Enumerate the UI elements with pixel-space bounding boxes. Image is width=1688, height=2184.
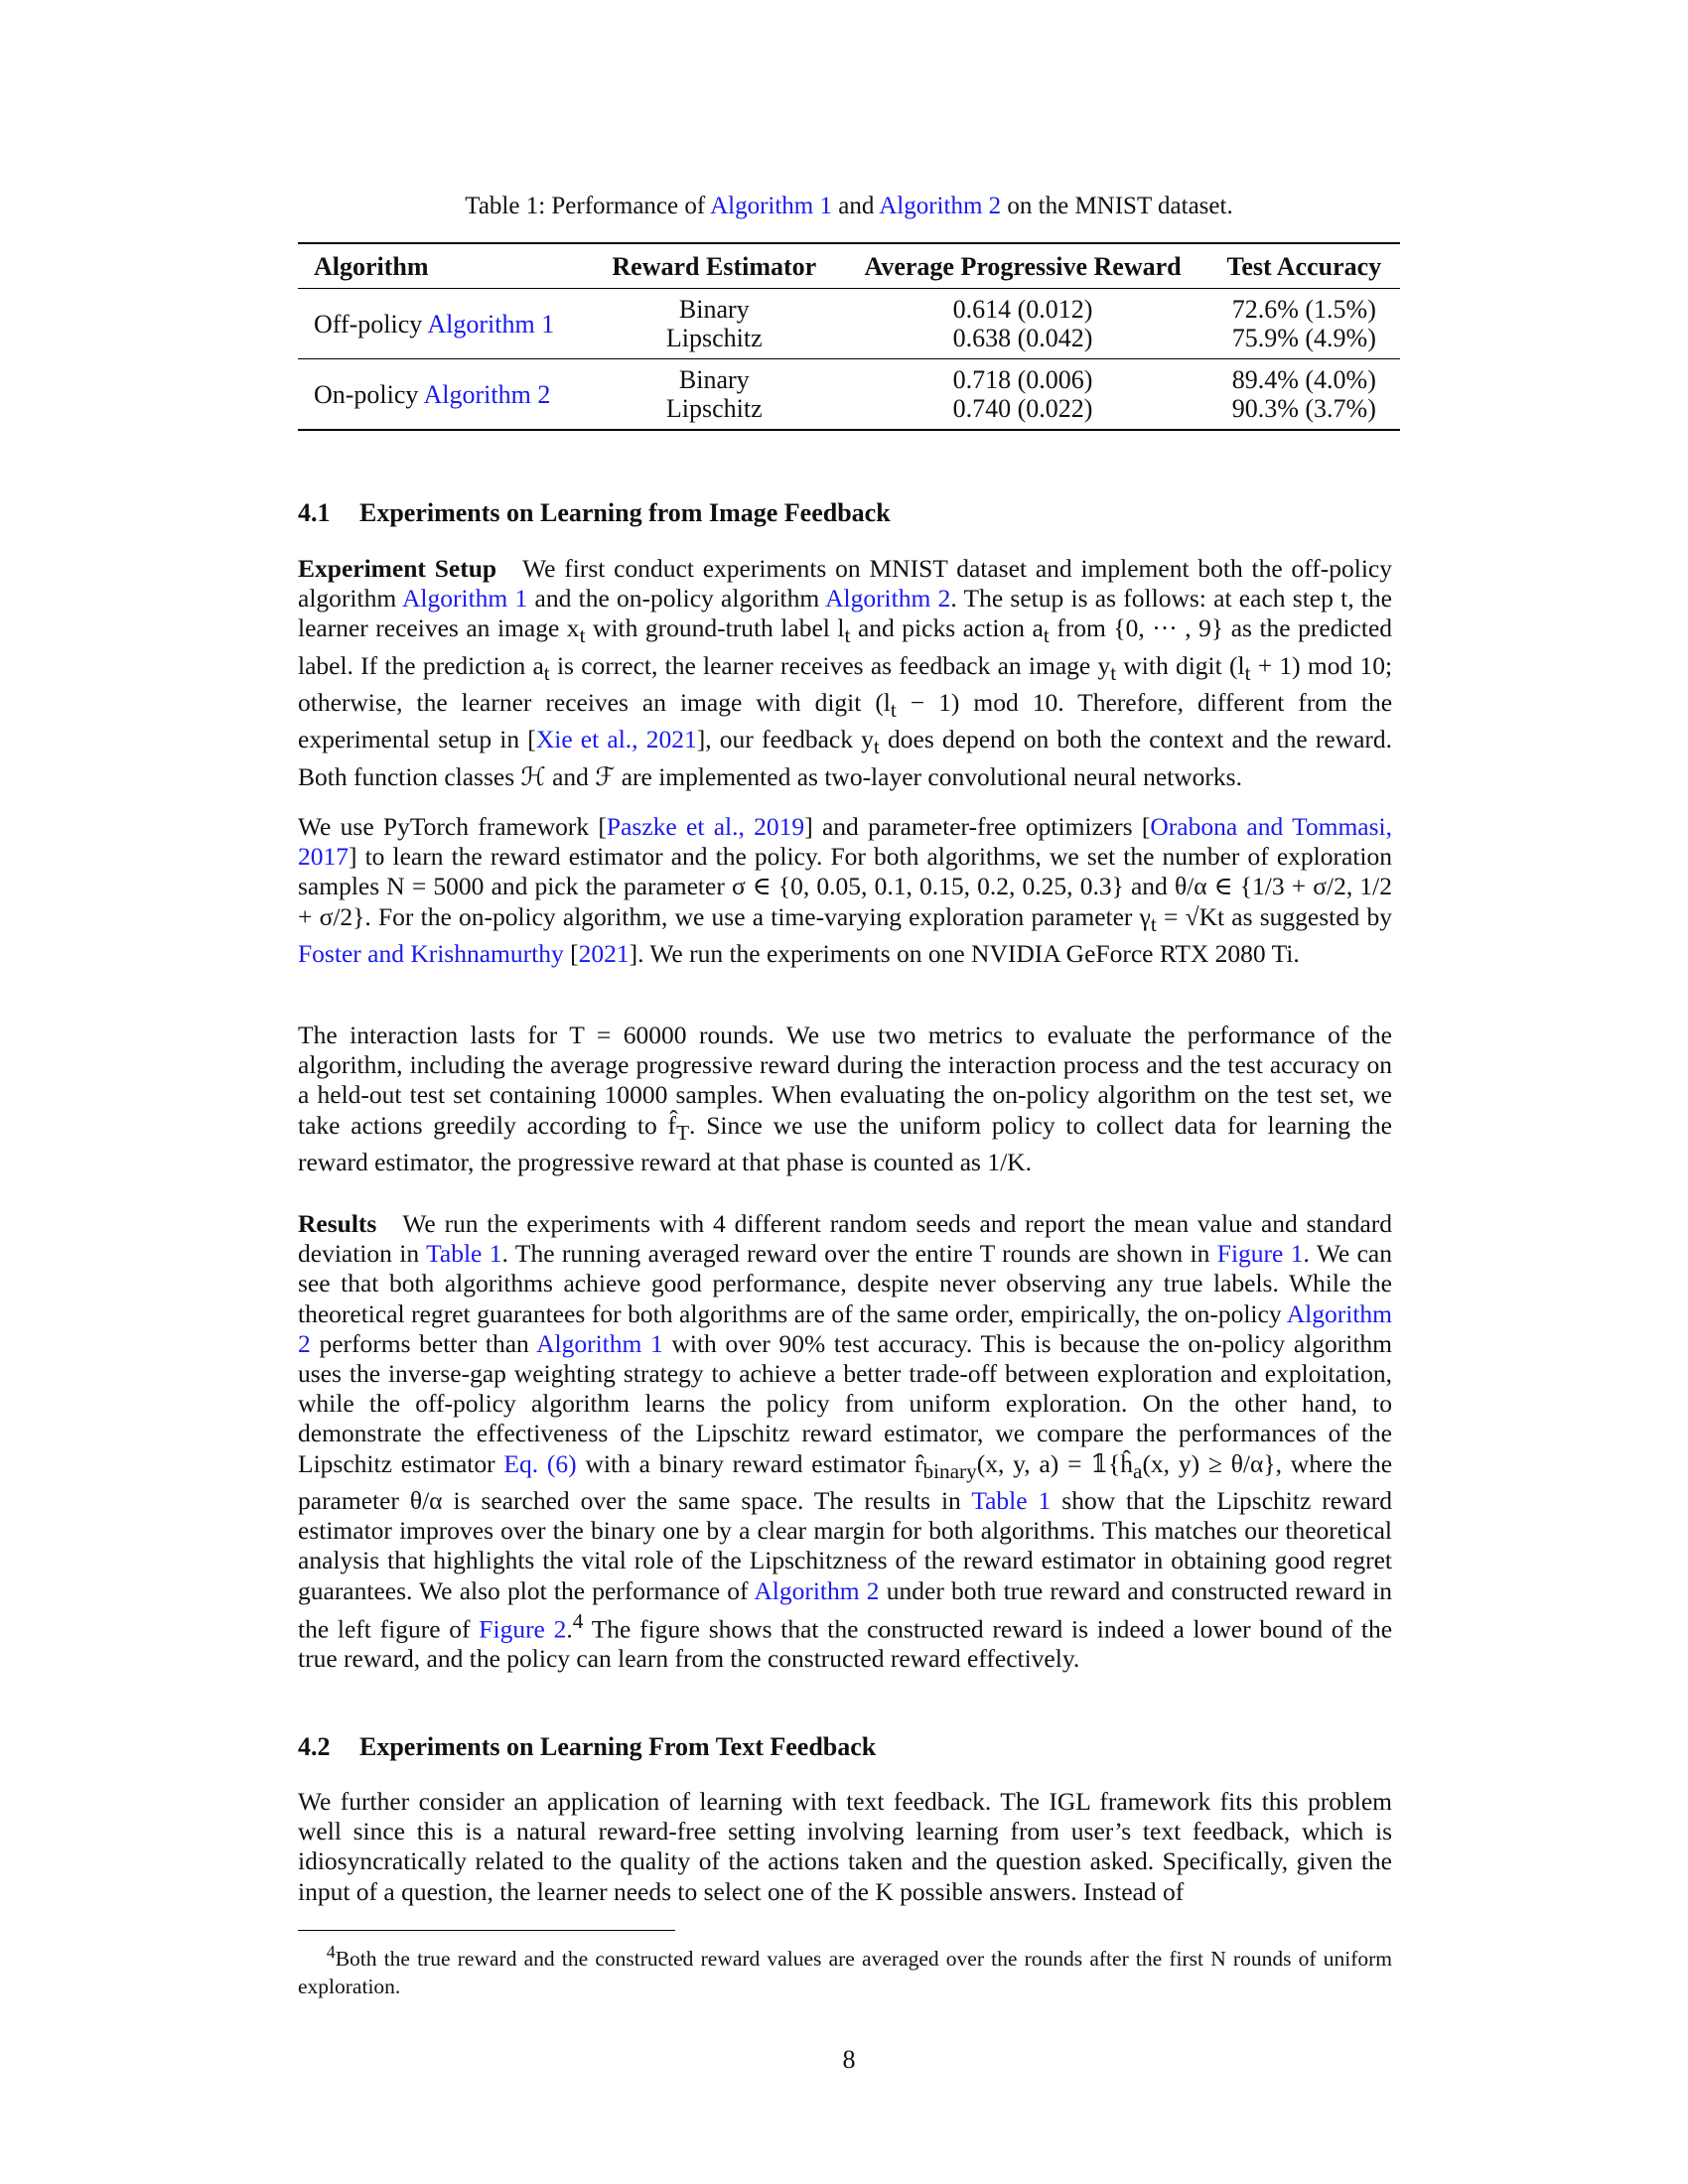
- section-heading-4-2: 4.2 Experiments on Learning From Text Feedback: [298, 1732, 877, 1761]
- paragraph-results: Results We run the experiments with 4 different random seeds and report the mean value and standard deviation in Table 1. The running averaged reward over the entire T rounds are shown in Figure 1. We can see that both algorithms achieve good performance, despite never observing any true labels. While the theoretical regret guarantees for both algorithms are of the same order, empirically, the on-policy Algorithm 2 performs better than Algorithm 1 with over 90% test accuracy. This is because the on-policy algorithm uses the inverse-gap weighting strategy to achieve a better trade-off between exploration and exploitation, while the off-policy algorithm learns the policy from uniform exploration. On the other hand, to demonstrate the effectiveness of the Lipschitz reward estimator, we compare the performances of the Lipschitz estimator Eq. (6) with a binary reward estimator $r̂_{binary}(x$, y, $a) = 𝟙\{ĥ_a(x$, y) ≥ θ/α}, where the parameter θ/α is searched over the same space. The results in Table 1 show that the Lipschitz reward estimator improves over the binary one by a clear margin for both algorithms. This matches our theoretical analysis that highlights the vital role of the Lipschitzness of the reward estimator in obtaining good regret guarantees. We also plot the performance of Algorithm 2 under both true reward and constructed reward in the left figure of Figure 2.$^4$ The figure shows that the constructed reward is indeed a lower bound of the true reward, and the policy can learn from the constructed reward effectively.: [298, 1209, 1393, 1674]
- results-table: [298, 242, 1400, 431]
- algorithm-1-link[interactable]: Algorithm 1: [427, 309, 555, 339]
- header-reward-estimator: Reward Estimator: [612, 252, 817, 281]
- section-heading-4-1: 4.1 Experiments on Learning from Image Feedback: [298, 498, 891, 527]
- header-average-progressive-reward: Average Progressive Reward: [864, 252, 1182, 281]
- algorithm-2-link[interactable]: Algorithm 2: [423, 379, 551, 409]
- algorithm-2-link[interactable]: Algorithm 2: [879, 193, 1002, 219]
- footnote-marker[interactable]: 4: [572, 1608, 584, 1633]
- paszke-citation-link[interactable]: Paszke et al., 2019: [606, 812, 805, 841]
- table-row: [298, 359, 1400, 431]
- foster-year-link[interactable]: 2021: [578, 938, 630, 968]
- algorithm-1-link[interactable]: Algorithm 1: [710, 193, 832, 219]
- foster-citation-link[interactable]: Foster and Krishnamurthy: [298, 938, 564, 968]
- footnote: $^4$Both the true reward and the constructed reward values are averaged over the rounds after the first N rounds of uniform exploration.: [298, 1942, 1392, 1999]
- algorithm-2-link[interactable]: Algorithm 2: [754, 1575, 880, 1605]
- equation-6-link[interactable]: Eq. (6): [503, 1448, 577, 1478]
- figure-2-link[interactable]: Figure 2: [479, 1614, 567, 1644]
- algorithm-1-link[interactable]: Algorithm 1: [536, 1328, 663, 1358]
- algorithm-1-link[interactable]: Algorithm 1: [402, 584, 528, 614]
- orabona-citation-link[interactable]: Orabona and Tommasi, 2017: [298, 812, 1393, 872]
- paragraph-lead: Results: [298, 1209, 377, 1238]
- algorithm-2-link[interactable]: Algorithm 2: [825, 584, 951, 614]
- estimator-cell: Binary Lipschitz: [665, 365, 763, 423]
- table-row: [298, 289, 1400, 359]
- algorithm-cell: Off-policy Algorithm 1: [314, 309, 555, 339]
- header-algorithm: Algorithm: [314, 252, 429, 281]
- xie-citation-link[interactable]: Xie et al., 2021: [535, 725, 697, 754]
- accuracy-cell: 89.4% (4.0%) 90.3% (3.7%): [1231, 365, 1376, 423]
- paragraph-text-feedback: We further consider an application of learning with text feedback. The IGL framework fits this problem well since this is a natural reward-free setting involving learning from user’s text feedback, which is idiosyncratically related to the quality of the actions taken and the question asked. Specifically, given the input of a question, the learner needs to select one of the K possible answers. Instead of: [298, 1787, 1392, 1906]
- table-1-link[interactable]: Table 1: [426, 1239, 502, 1269]
- algorithm-2-link[interactable]: Algorithm 2: [298, 1298, 1393, 1358]
- estimator-cell: Binary Lipschitz: [665, 295, 763, 352]
- table-1-link[interactable]: Table 1: [971, 1485, 1052, 1515]
- accuracy-cell: 72.6% (1.5%) 75.9% (4.9%): [1231, 295, 1376, 352]
- table-caption: Table 1: Performance of Algorithm 1 and Algorithm 2 on the MNIST dataset.: [465, 193, 1233, 219]
- reward-cell: 0.614 (0.012) 0.638 (0.042): [952, 295, 1093, 352]
- footnote-rule: [298, 1930, 675, 1931]
- reward-cell: 0.718 (0.006) 0.740 (0.022): [952, 365, 1093, 423]
- paragraph-lead: Experiment Setup: [298, 554, 497, 583]
- page-number: 8: [842, 2045, 856, 2074]
- figure-1-link[interactable]: Figure 1: [1216, 1239, 1304, 1269]
- paragraph-pytorch: We use PyTorch framework [Paszke et al., 2019] and parameter-free optimizers [Orabona and Tommasi, 2017] to learn the reward estimator and the policy. For both algorithms, we set the number of exploration samples N = 5000 and pick the parameter σ ∈ {0, 0.05, 0.1, 0.15, 0.2, 0.25, 0.3} and θ/α ∈ {1/3 + σ/2, 1/2 + σ/2}. For the on-policy algorithm, we use a time-varying exploration parameter $\gamma_t = √Kt$ as suggested by Foster and Krishnamurthy [2021]. We run the experiments on one NVIDIA GeForce RTX 2080 Ti.: [298, 812, 1393, 968]
- paragraph-experiment-setup: Experiment Setup We first conduct experiments on MNIST dataset and implement both the off-policy algorithm Algorithm 1 and the on-policy algorithm Algorithm 2. The setup is as follows: at each step t, the learner receives an image $x_t$ with ground-truth label $l_t$ and picks action $a_t$ from {0, ··· , 9} as the predicted label. If the prediction $a_t$ is correct, the learner receives as feedback an image $y_t$ with digit $(l_t + 1)$ mod 10; otherwise, the learner receives an image with digit $(l_t - 1)$ mod 10. Therefore, different from the experimental setup in [Xie et al., 2021], our feedback $y_t$ does depend on both the context and the reward. Both function classes ℋ and ℱ are implemented as two-layer convolutional neural networks.: [298, 554, 1393, 791]
- paragraph-interaction: The interaction lasts for T = 60000 rounds. We use two metrics to evaluate the performance of the algorithm, including the average progressive reward during the interaction process and the test accuracy on a held-out test set containing 10000 samples. When evaluating the on-policy algorithm on the test set, we take actions greedily according to $f̂_T$. Since we use the uniform policy to collect data for learning the reward estimator, the progressive reward at that phase is counted as 1/K.: [298, 1021, 1393, 1176]
- algorithm-cell: On-policy Algorithm 2: [314, 379, 551, 409]
- table-header-row: [298, 243, 1400, 289]
- header-test-accuracy: Test Accuracy: [1226, 252, 1382, 281]
- footnote-number: 4: [326, 1942, 336, 1962]
